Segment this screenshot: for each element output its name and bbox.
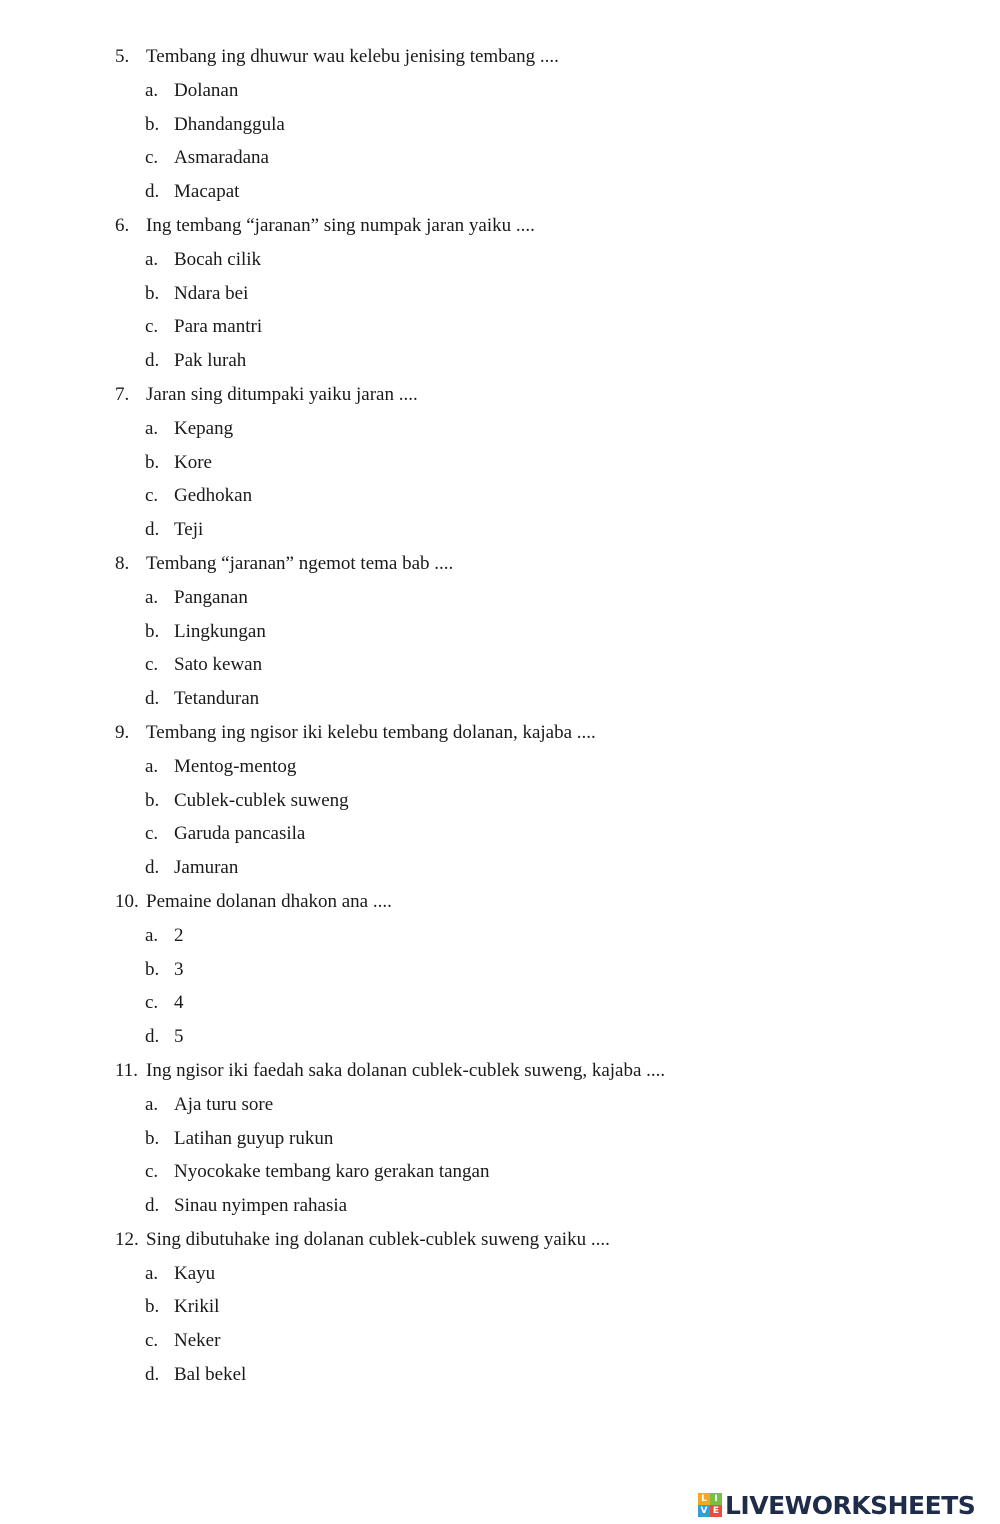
option-letter: d. [145, 1026, 160, 1048]
option-text: Macapat [174, 181, 240, 203]
option-text: Bocah cilik [174, 248, 262, 270]
option-text: Cublek-cublek suweng [174, 789, 349, 811]
option-letter: a. [145, 586, 159, 608]
answer-option[interactable] [0, 1189, 1000, 1223]
question [0, 716, 1000, 750]
option-text: Latihan guyup rukun [174, 1127, 334, 1149]
answer-option[interactable] [0, 1358, 1000, 1392]
question-text: Tembang ing ngisor iki kelebu tembang dolanan, kajaba .... [146, 721, 596, 743]
option-text: Sinau nyimpen rahasia [174, 1195, 348, 1217]
answer-option[interactable] [0, 243, 1000, 277]
option-letter: a. [145, 924, 159, 946]
option-letter: c. [145, 485, 159, 507]
worksheet [0, 40, 1000, 1392]
question-number: 9. [115, 721, 130, 743]
option-letter: b. [145, 451, 160, 473]
answer-option[interactable] [0, 986, 1000, 1020]
option-letter: d. [145, 519, 160, 541]
option-text: Asmaradana [174, 147, 269, 169]
question-text: Tembang “jaranan” ngemot tema bab .... [146, 552, 454, 574]
answer-option[interactable] [0, 479, 1000, 513]
question-text: Ing tembang “jaranan” sing numpak jaran yaiku .... [146, 214, 535, 236]
question-number: 10. [115, 890, 139, 912]
option-text: Dhandanggula [174, 113, 285, 135]
option-letter: d. [145, 181, 160, 203]
answer-option[interactable] [0, 310, 1000, 344]
question [0, 1054, 1000, 1088]
option-letter: a. [145, 755, 159, 777]
answer-option[interactable] [0, 851, 1000, 885]
option-letter: a. [145, 248, 159, 270]
option-text: Kayu [174, 1262, 216, 1284]
question-number: 12. [115, 1228, 139, 1250]
option-text: Bal bekel [174, 1364, 247, 1386]
answer-option[interactable] [0, 446, 1000, 480]
option-letter: c. [145, 316, 159, 338]
option-text: Dolanan [174, 79, 239, 101]
answer-option[interactable] [0, 141, 1000, 175]
option-letter: a. [145, 1262, 159, 1284]
answer-option[interactable] [0, 750, 1000, 784]
question [0, 1223, 1000, 1257]
option-letter: c. [145, 1161, 159, 1183]
option-text: Tetanduran [174, 688, 260, 710]
option-text: Panganan [174, 586, 248, 608]
answer-option[interactable] [0, 682, 1000, 716]
option-text: Aja turu sore [174, 1093, 274, 1115]
option-letter: b. [145, 282, 160, 304]
question-text: Jaran sing ditumpaki yaiku jaran .... [146, 383, 418, 405]
question [0, 209, 1000, 243]
answer-option[interactable] [0, 277, 1000, 311]
question-number: 7. [115, 383, 130, 405]
option-letter: c. [145, 147, 159, 169]
option-letter: a. [145, 79, 159, 101]
option-letter: a. [145, 417, 159, 439]
question-number: 5. [115, 46, 130, 67]
option-text: Kepang [174, 417, 234, 439]
question-text: Tembang ing dhuwur wau kelebu jenising tembang .... [146, 46, 559, 67]
question [0, 547, 1000, 581]
answer-option[interactable] [0, 1155, 1000, 1189]
option-text: 5 [174, 1026, 184, 1048]
option-text: Pak lurah [174, 350, 247, 372]
answer-option[interactable] [0, 513, 1000, 547]
logo-mark-i: I [710, 1493, 722, 1505]
option-text: Mentog-mentog [174, 755, 297, 777]
answer-option[interactable] [0, 615, 1000, 649]
option-letter: c. [145, 654, 159, 676]
answer-option[interactable] [0, 1020, 1000, 1054]
option-letter: b. [145, 1296, 160, 1318]
liveworksheets-logo-icon [698, 1493, 722, 1517]
answer-option[interactable] [0, 74, 1000, 108]
answer-option[interactable] [0, 175, 1000, 209]
liveworksheets-logo[interactable] [698, 1489, 975, 1521]
option-letter: c. [145, 823, 159, 845]
option-letter: c. [145, 992, 159, 1014]
logo-mark-e: E [710, 1505, 722, 1517]
option-letter: b. [145, 789, 160, 811]
question [0, 885, 1000, 919]
option-text: Kore [174, 451, 212, 473]
option-text: Garuda pancasila [174, 823, 306, 845]
answer-option[interactable] [0, 1088, 1000, 1122]
option-letter: d. [145, 1195, 160, 1217]
logo-mark-l: L [698, 1493, 710, 1505]
option-letter: b. [145, 1127, 160, 1149]
answer-option[interactable] [0, 1290, 1000, 1324]
answer-option[interactable] [0, 953, 1000, 987]
question-number: 8. [115, 552, 130, 574]
question-number: 11. [115, 1059, 139, 1081]
option-text: Ndara bei [174, 282, 249, 304]
answer-option[interactable] [0, 344, 1000, 378]
option-text: Para mantri [174, 316, 263, 338]
question-text: Sing dibutuhake ing dolanan cublek-cublek suweng yaiku .... [146, 1228, 610, 1250]
answer-option[interactable] [0, 1122, 1000, 1156]
option-letter: d. [145, 1364, 160, 1386]
option-text: Lingkungan [174, 620, 266, 642]
answer-option[interactable] [0, 581, 1000, 615]
answer-option[interactable] [0, 648, 1000, 682]
option-text: Nyocokake tembang karo gerakan tangan [174, 1161, 490, 1183]
option-letter: d. [145, 688, 160, 710]
logo-text: LIVEWORKSHEETS [725, 1490, 976, 1520]
option-letter: d. [145, 857, 160, 879]
answer-option[interactable] [0, 919, 1000, 953]
option-letter: b. [145, 113, 160, 135]
answer-option[interactable] [0, 784, 1000, 818]
answer-option[interactable] [0, 1324, 1000, 1358]
option-letter: c. [145, 1330, 159, 1352]
answer-option[interactable] [0, 817, 1000, 851]
option-text: Sato kewan [174, 654, 263, 676]
option-letter: a. [145, 1093, 159, 1115]
option-letter: b. [145, 620, 160, 642]
option-text: 3 [174, 958, 184, 980]
question-text: Pemaine dolanan dhakon ana .... [146, 890, 392, 912]
logo-mark-v: V [698, 1505, 710, 1517]
option-text: 4 [174, 992, 184, 1014]
option-text: Teji [174, 519, 204, 541]
option-text: Jamuran [174, 857, 239, 879]
question-number: 6. [115, 214, 130, 236]
option-text: 2 [174, 924, 184, 946]
answer-option[interactable] [0, 1257, 1000, 1291]
question [0, 40, 1000, 74]
answer-option[interactable] [0, 108, 1000, 142]
option-letter: d. [145, 350, 160, 372]
question [0, 378, 1000, 412]
option-text: Krikil [174, 1296, 220, 1318]
option-text: Gedhokan [174, 485, 253, 507]
option-letter: b. [145, 958, 160, 980]
answer-option[interactable] [0, 412, 1000, 446]
option-text: Neker [174, 1330, 221, 1352]
question-text: Ing ngisor iki faedah saka dolanan cublek-cublek suweng, kajaba .... [146, 1059, 666, 1081]
